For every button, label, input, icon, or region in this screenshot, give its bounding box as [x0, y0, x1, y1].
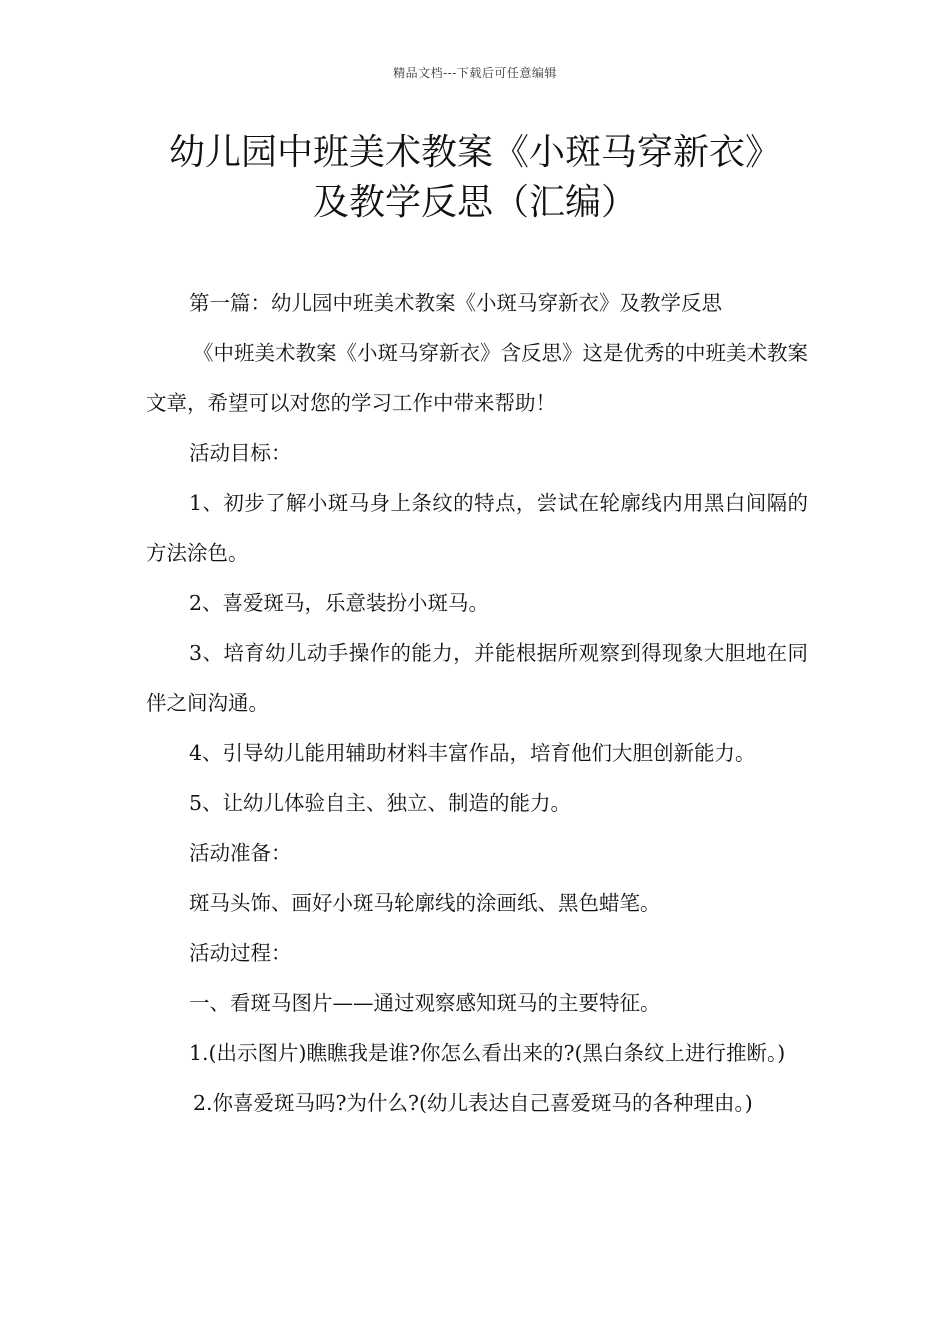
paragraph-goal-1: 1、初步了解小斑马身上条纹的特点，尝试在轮廓线内用黑白间隔的方法涂色。	[146, 491, 808, 565]
paragraph-prep: 斑马头饰、画好小斑马轮廓线的涂画纸、黑色蜡笔。	[189, 891, 661, 915]
page-header: 精品文档---下载后可任意编辑	[393, 66, 557, 80]
paragraph-goals-heading: 活动目标：	[189, 441, 292, 465]
paragraph-goal-5: 5、让幼儿体验自主、独立、制造的能力。	[189, 791, 572, 815]
paragraph-process-heading: 活动过程：	[189, 941, 292, 965]
title-line-2: 及教学反思（汇编）	[312, 182, 637, 223]
document-title	[80, 128, 870, 228]
paragraph-step-1-2: 2.你喜爱斑马吗?为什么?(幼儿表达自己喜爱斑马的各种理由。)	[193, 1091, 753, 1115]
title-line-1: 幼儿园中班美术教案《小斑马穿新衣》	[168, 132, 781, 173]
paragraph-intro: 《中班美术教案《小斑马穿新衣》含反思》这是优秀的中班美术教案文章，希望可以对您的学习工作中带来帮助！	[146, 341, 808, 415]
paragraph-section-heading: 第一篇：幼儿园中班美术教案《小斑马穿新衣》及教学反思	[189, 291, 722, 315]
paragraph-step-1-1: 1.(出示图片)瞧瞧我是谁?你怎么看出来的?(黑白条纹上进行推断。)	[189, 1041, 786, 1065]
paragraph-goal-4: 4、引导幼儿能用辅助材料丰富作品，培育他们大胆创新能力。	[189, 741, 756, 765]
paragraph-goal-2: 2、喜爱斑马，乐意装扮小斑马。	[189, 591, 490, 615]
paragraph-prep-heading: 活动准备：	[189, 841, 292, 865]
document-body	[146, 278, 808, 1128]
paragraph-step-1: 一、看斑马图片——通过观察感知斑马的主要特征。	[189, 991, 661, 1015]
paragraph-goal-3: 3、培育幼儿动手操作的能力，并能根据所观察到得现象大胆地在同伴之间沟通。	[146, 641, 808, 715]
